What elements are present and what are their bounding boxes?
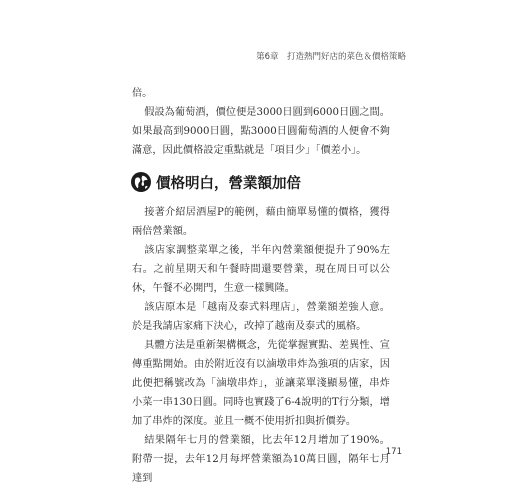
body-text (132, 84, 390, 488)
section-title: 價格明白，營業額加倍 (156, 175, 301, 192)
paragraph: 該店原本是「越南及泰式料理店」，營業額差強人意。於是我請店家痛下決心，改掉了越南及泰式的風格。 (132, 302, 390, 332)
section-heading (130, 170, 390, 194)
paragraph: 結果隔年七月的營業額，比去年12月增加了190%。附帶一提，去年12月每坪營業額為10萬日圓，隔年七月達到 (132, 435, 390, 484)
running-header: 第6章 打造熱門好店的菜色＆價格策略 (256, 52, 406, 62)
globe-icon (130, 171, 152, 193)
paragraph-continuation: 倍。 (132, 88, 153, 99)
paragraph: 該店家調整菜單之後，半年內營業額便提升了90%左右。之前星期天和午餐時間還要營業，現在周日可以公休，午餐不必開門，生意一樣興隆。 (132, 245, 390, 294)
paragraph: 接著介紹居酒屋P的範例，藉由簡單易懂的價格，獲得兩倍營業額。 (132, 207, 390, 237)
page-number: 171 (385, 447, 402, 457)
paragraph: 具體方法是重新架構概念，先從掌握實點、差異性、宣傳重點開始。由於附近沒有以滷墩串炸為強項的店家，因此便把稱號改為「滷墩串炸」，並讓菜單淺顯易懂，串炸小菜一串130日圓。同時也實踐了6-4說明的T行分類，增加了串炸的深度。並且一概不使用折扣與折價券。 (132, 340, 390, 427)
paragraph: 假設為葡萄酒，價位便是3000日圓到6000日圓之間。如果最高到9000日圓，點3000日圓葡萄酒的人便會不夠滿意，因此價格設定重點就是「項目少」「價差小」。 (132, 107, 390, 156)
